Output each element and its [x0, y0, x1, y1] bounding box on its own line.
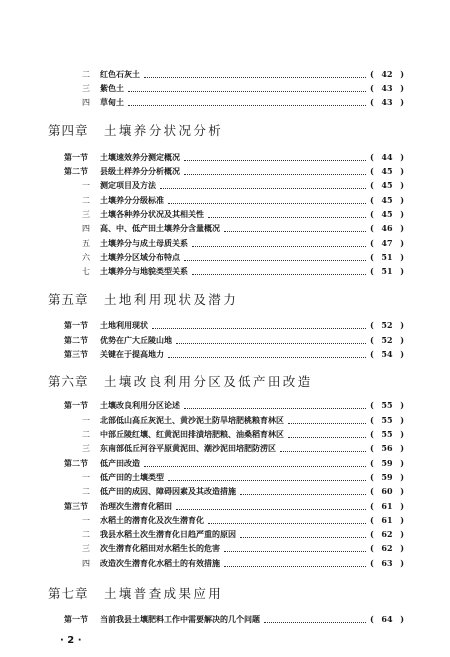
toc-section — [0, 456, 450, 471]
leader-dots — [240, 536, 366, 538]
page-number-ref: ( 60 ) — [370, 486, 404, 496]
toc-subentry — [0, 221, 450, 236]
toc-subentry — [0, 193, 450, 208]
page-number-ref: ( 59 ) — [370, 458, 404, 468]
entry-title: 当前我县土壤肥料工作中需要解决的几个问题 — [100, 614, 260, 624]
entry-number: 一 — [82, 181, 90, 190]
entry-number: 三 — [82, 544, 90, 553]
entry-title: 水稻土的潜育化及次生潜育化 — [100, 515, 204, 525]
entry-number: 五 — [82, 239, 90, 248]
toc-subentry — [0, 527, 450, 542]
leader-dots — [168, 356, 366, 358]
entry-number: 四 — [82, 559, 90, 568]
entry-number: 第一节 — [64, 152, 88, 162]
entry-number: 第二节 — [64, 166, 88, 176]
chapter-number: 第五章 — [48, 292, 89, 307]
toc-subentry — [0, 207, 450, 222]
toc-section — [0, 333, 450, 348]
entry-title: 优势在广大丘陵山地 — [100, 335, 172, 345]
entry-number: 二 — [82, 487, 90, 496]
entry-number: 三 — [82, 84, 90, 93]
page-number-ref: ( 63 ) — [370, 558, 404, 568]
entry-title: 土壤养分分级标准 — [100, 195, 164, 205]
toc-section — [0, 347, 450, 362]
entry-number: 二 — [82, 530, 90, 539]
page-number-ref: ( 52 ) — [370, 320, 404, 330]
entry-number: 三 — [82, 444, 90, 453]
entry-title: 关键在于提高地力 — [100, 349, 164, 359]
chapter-title: 土壤养分状况分析 — [104, 123, 224, 138]
page-number-ref: ( 51 ) — [370, 266, 404, 276]
page-number-ref: ( 62 ) — [370, 543, 404, 553]
page-number-ref: ( 54 ) — [370, 349, 404, 359]
toc-subentry — [0, 178, 450, 193]
leader-dots — [224, 565, 366, 567]
toc-subentry — [0, 264, 450, 279]
toc-subentry — [0, 81, 450, 96]
entry-number: 第二节 — [64, 335, 88, 345]
page-number-ref: ( 45 ) — [370, 166, 404, 176]
leader-dots — [128, 90, 366, 92]
chapter-number: 第六章 — [48, 374, 89, 389]
chapter-title: 土地利用现状及潜力 — [104, 292, 239, 307]
page-number-ref: ( 64 ) — [370, 614, 404, 624]
toc-subentry — [0, 413, 450, 428]
entry-number: 六 — [82, 253, 90, 262]
leader-dots — [288, 422, 366, 424]
leader-dots — [264, 621, 366, 623]
chapter-heading — [0, 584, 450, 604]
entry-title: 土壤养分区域分布特点 — [100, 252, 180, 262]
page-number-ref: ( 52 ) — [370, 335, 404, 345]
leader-dots — [168, 202, 366, 204]
leader-dots — [224, 550, 366, 552]
leader-dots — [192, 273, 366, 275]
toc-section — [0, 398, 450, 413]
page-number-ref: ( 44 ) — [370, 152, 404, 162]
page-number-ref: ( 59 ) — [370, 472, 404, 482]
entry-number: 四 — [82, 98, 90, 107]
leader-dots — [152, 327, 366, 329]
entry-title: 改造次生潜育化水稻土的有效措施 — [100, 558, 220, 568]
entry-title: 土壤养分与地貌类型关系 — [100, 266, 188, 276]
entry-number: 七 — [82, 267, 90, 276]
chapter-heading — [0, 372, 450, 392]
page-number-ref: ( 55 ) — [370, 429, 404, 439]
chapter-number: 第七章 — [48, 586, 89, 601]
leader-dots — [192, 245, 366, 247]
page-number-ref: ( 46 ) — [370, 223, 404, 233]
toc-section — [0, 150, 450, 165]
entry-number: 二 — [82, 430, 90, 439]
toc-subentry — [0, 541, 450, 556]
toc-subentry — [0, 556, 450, 571]
leader-dots — [208, 522, 366, 524]
entry-number: 三 — [82, 210, 90, 219]
toc-subentry — [0, 513, 450, 528]
page-number-ref: ( 56 ) — [370, 443, 404, 453]
entry-title: 低产田的成因、障碍因素及其改造措施 — [100, 486, 236, 496]
chapter-title: 土壤改良利用分区及低产田改造 — [104, 374, 313, 389]
entry-number: 第一节 — [64, 320, 88, 330]
entry-number: 一 — [82, 416, 90, 425]
toc-subentry — [0, 470, 450, 485]
leader-dots — [208, 216, 366, 218]
leader-dots — [144, 76, 366, 78]
toc-subentry — [0, 67, 450, 82]
leader-dots — [288, 436, 366, 438]
toc-subentry — [0, 441, 450, 456]
entry-title: 中部丘陵红壤、红黄泥田排渍培肥粮、油桑稻育林区 — [100, 429, 284, 439]
leader-dots — [184, 259, 366, 261]
leader-dots — [184, 173, 366, 175]
entry-title: 土壤各种养分状况及其相关性 — [100, 209, 204, 219]
toc-subentry — [0, 484, 450, 499]
entry-number: 二 — [82, 70, 90, 79]
chapter-heading — [0, 121, 450, 141]
entry-title: 高、中、低产田土壤养分含量概况 — [100, 223, 220, 233]
leader-dots — [240, 493, 366, 495]
page-number-ref: ( 43 ) — [370, 83, 404, 93]
entry-number: 第一节 — [64, 400, 88, 410]
toc-subentry — [0, 95, 450, 110]
page-number-ref: ( 47 ) — [370, 238, 404, 248]
entry-number: 第三节 — [64, 501, 88, 511]
entry-number: 第一节 — [64, 614, 88, 624]
leader-dots — [176, 508, 366, 510]
chapter-title: 土壤普查成果应用 — [104, 586, 224, 601]
entry-title: 测定项目及方法 — [100, 180, 156, 190]
leader-dots — [144, 465, 366, 467]
entry-number: 二 — [82, 196, 90, 205]
page-number-ref: ( 45 ) — [370, 180, 404, 190]
entry-title: 我县水稻土次生潜育化日趋严重的原因 — [100, 529, 236, 539]
toc-subentry — [0, 236, 450, 251]
entry-title: 土壤改良利用分区论述 — [100, 400, 180, 410]
leader-dots — [176, 342, 366, 344]
chapter-number: 第四章 — [48, 123, 89, 138]
leader-dots — [280, 450, 366, 452]
page-number-ref: ( 61 ) — [370, 501, 404, 511]
entry-title: 土壤速效养分测定概况 — [100, 152, 180, 162]
leader-dots — [160, 187, 366, 189]
page-number-ref: ( 45 ) — [370, 209, 404, 219]
page-number-ref: ( 45 ) — [370, 195, 404, 205]
entry-title: 土地利用现状 — [100, 320, 148, 330]
chapter-heading — [0, 290, 450, 310]
entry-title: 草甸土 — [100, 97, 124, 107]
entry-title: 东南部低丘河谷平原黄泥田、潮沙泥田培肥防涝区 — [100, 443, 276, 453]
leader-dots — [168, 479, 366, 481]
entry-title: 北部低山高丘灰泥土、黄沙泥土防旱培肥桃粮育林区 — [100, 415, 284, 425]
toc-section — [0, 318, 450, 333]
page-number-ref: ( 62 ) — [370, 529, 404, 539]
toc-section — [0, 612, 450, 627]
page-number-ref: ( 43 ) — [370, 97, 404, 107]
entry-number: 第三节 — [64, 349, 88, 359]
entry-title: 土壤养分与成土母质关系 — [100, 238, 188, 248]
leader-dots — [184, 159, 366, 161]
entry-title: 治理次生潜育化稻田 — [100, 501, 172, 511]
page-number-ref: ( 42 ) — [370, 69, 404, 79]
toc-section — [0, 164, 450, 179]
toc-subentry — [0, 250, 450, 265]
entry-title: 次生潜育化稻田对水稻生长的危害 — [100, 543, 220, 553]
page-number-ref: ( 61 ) — [370, 515, 404, 525]
entry-title: 县级土样养分分析概况 — [100, 166, 180, 176]
page-number-ref: ( 55 ) — [370, 400, 404, 410]
page-number-ref: ( 55 ) — [370, 415, 404, 425]
leader-dots — [128, 104, 366, 106]
entry-title: 紫色土 — [100, 83, 124, 93]
page-number: · 2 · — [60, 635, 82, 646]
entry-title: 低产田的土壤类型 — [100, 472, 164, 482]
entry-title: 红色石灰土 — [100, 69, 140, 79]
leader-dots — [184, 407, 366, 409]
page-number-ref: ( 51 ) — [370, 252, 404, 262]
toc-subentry — [0, 427, 450, 442]
entry-title: 低产田改造 — [100, 458, 140, 468]
entry-number: 一 — [82, 516, 90, 525]
entry-number: 四 — [82, 224, 90, 233]
leader-dots — [224, 230, 366, 232]
entry-number: 一 — [82, 473, 90, 482]
entry-number: 第二节 — [64, 458, 88, 468]
toc-section — [0, 499, 450, 514]
